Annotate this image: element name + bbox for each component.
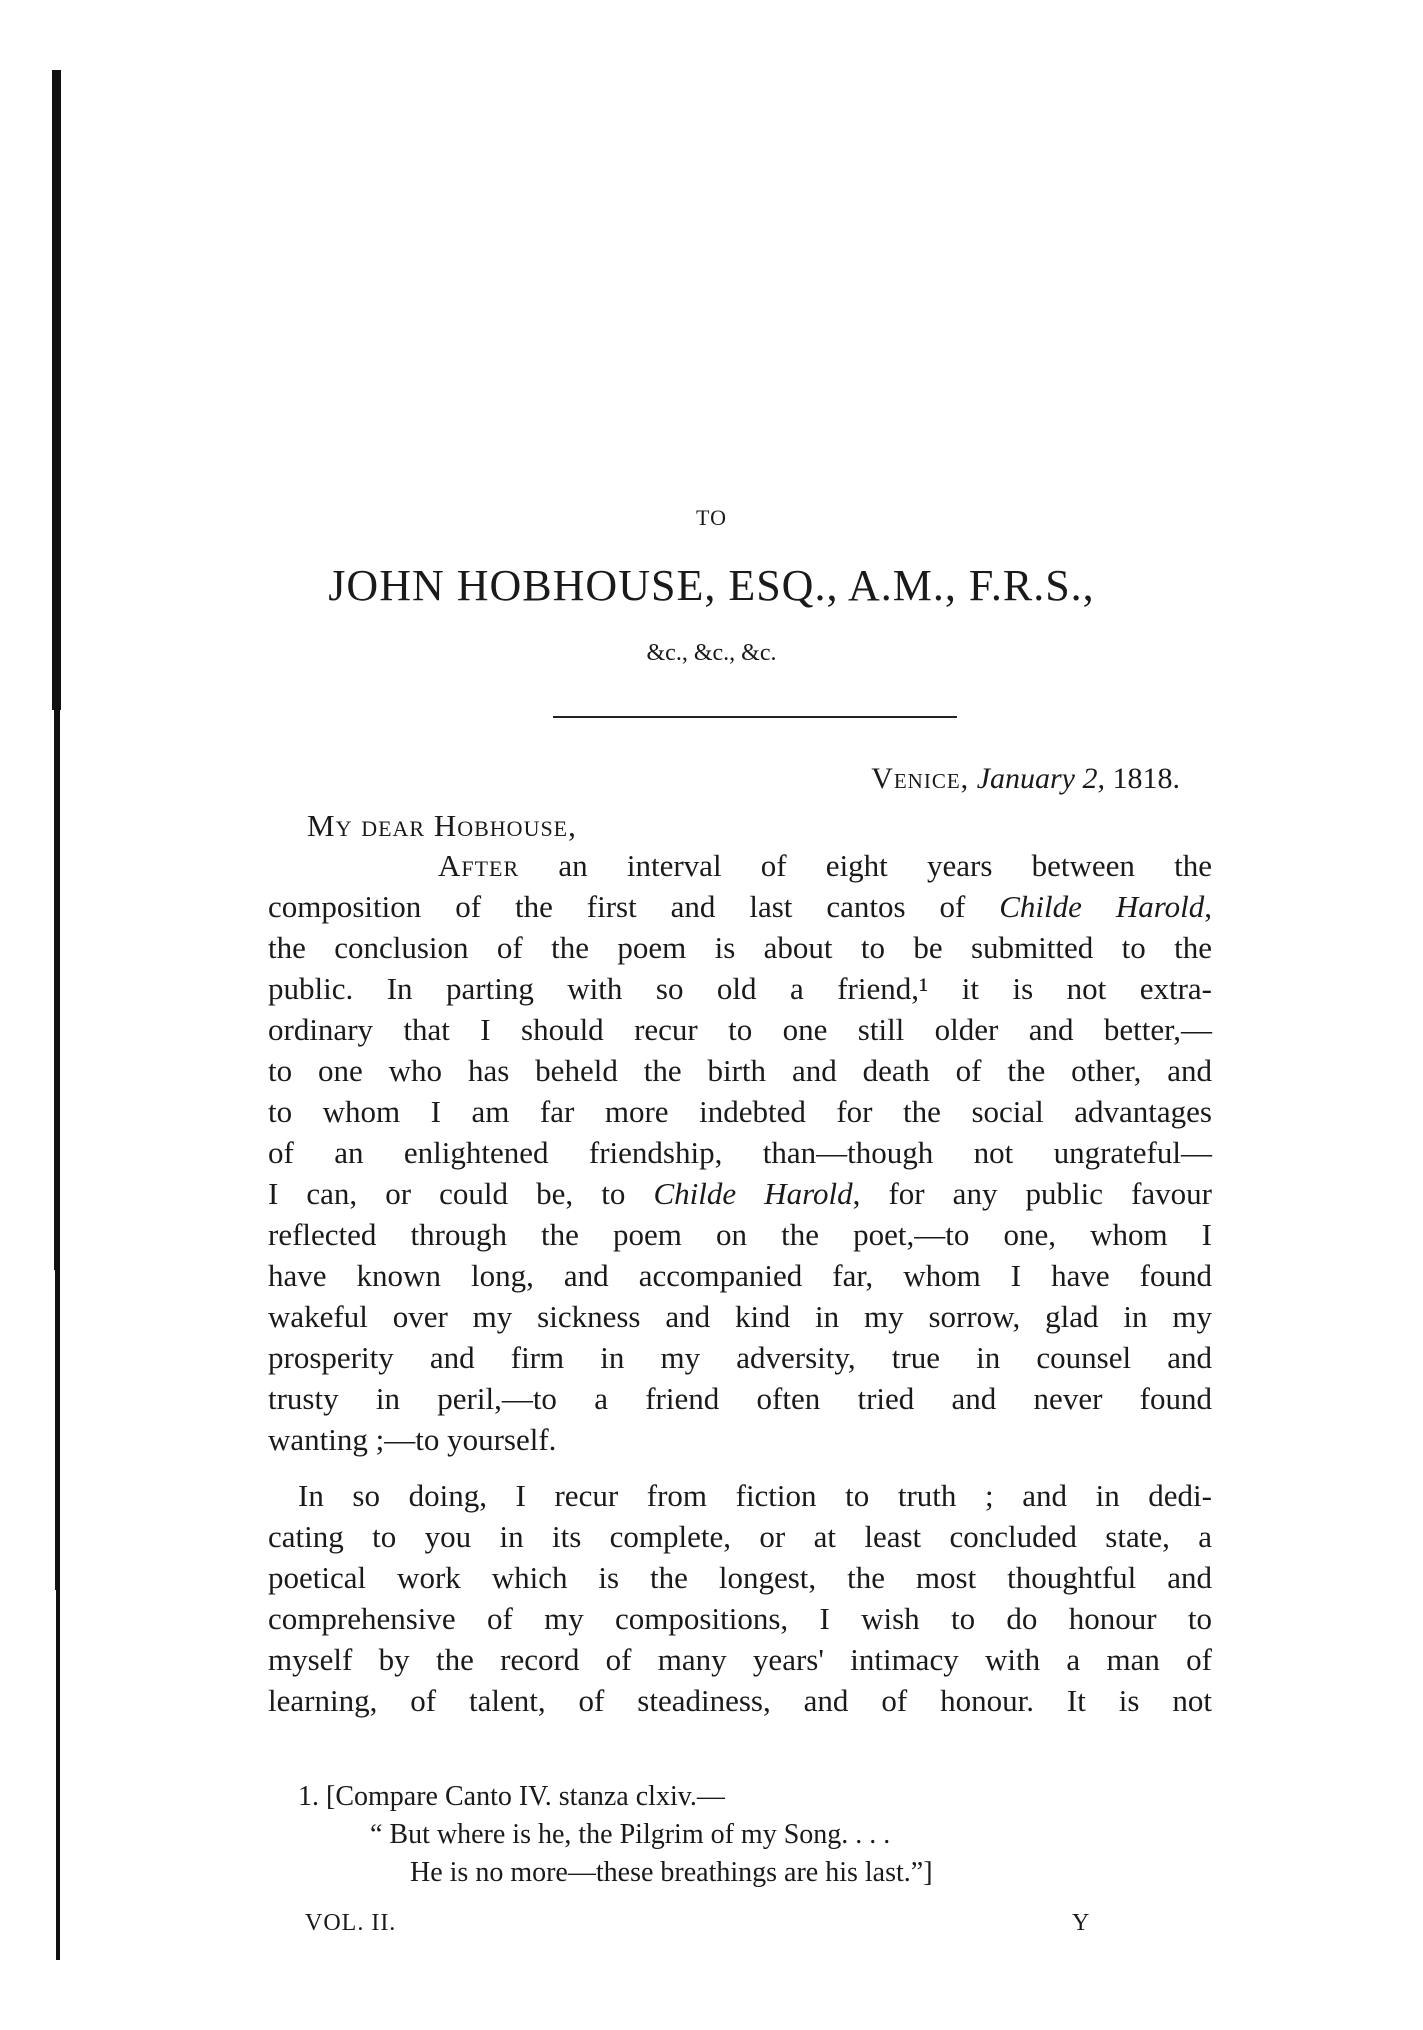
footnote-quote-line: He is no more—these breathings are his last.”] xyxy=(410,1857,933,1888)
lead-word: After xyxy=(438,848,520,883)
work-title: Childe Harold xyxy=(999,889,1205,924)
text-line: After an interval of eight years between the xyxy=(438,848,1212,883)
text-line: reflected through the poem on the poet,—to one, whom I xyxy=(268,1217,1212,1252)
text-line: trusty in peril,—to a friend often tried and never found xyxy=(268,1381,1212,1416)
salutation: My dear Hobhouse, xyxy=(307,808,577,843)
paragraph-2 xyxy=(268,1475,1212,1721)
dateline-place: Venice, xyxy=(871,762,970,795)
dedication-to: TO xyxy=(696,505,727,530)
text-line: I can, or could be, to Childe Harold, for any public favour xyxy=(268,1176,1213,1211)
page-edge-shadow xyxy=(56,1590,60,1960)
volume-signature: VOL. II. xyxy=(305,1910,397,1936)
text-line: wanting ;—to yourself. xyxy=(268,1422,557,1457)
dedication-recipient: JOHN HOBHOUSE, ESQ., A.M., F.R.S., xyxy=(328,561,1095,610)
text-line: ordinary that I should recur to one still older and better,— xyxy=(268,1012,1212,1047)
text-line: the conclusion of the poem is about to be submitted to the xyxy=(268,930,1212,965)
footnote-quote-line: “ But where is he, the Pilgrim of my Song. . . . xyxy=(370,1819,891,1850)
dateline-date: January 2, xyxy=(976,762,1105,795)
text-line: learning, of talent, of steadiness, and of honour. It is not xyxy=(268,1683,1212,1718)
signature-mark: Y xyxy=(1072,1910,1090,1936)
dedication-etc: &c., &c., &c. xyxy=(646,640,777,666)
text-line: to whom I am far more indebted for the social advantages xyxy=(268,1094,1212,1129)
dateline xyxy=(700,762,1180,796)
text-line: myself by the record of many years' intimacy with a man of xyxy=(268,1642,1212,1677)
text-line: prosperity and firm in my adversity, true in counsel and xyxy=(268,1340,1212,1375)
text-line: poetical work which is the longest, the most thoughtful and xyxy=(268,1560,1212,1595)
text-line: cating to you in its complete, or at least concluded state, a xyxy=(268,1519,1212,1554)
dateline-year: 1818. xyxy=(1112,762,1180,795)
text-line: In so doing, I recur from fiction to truth ; and in dedi- xyxy=(298,1478,1212,1513)
text-line: public. In parting with so old a friend,¹ it is not extra- xyxy=(268,971,1212,1006)
text-line: have known long, and accompanied far, whom I have found xyxy=(268,1258,1212,1293)
text-line: to one who has beheld the birth and death of the other, and xyxy=(268,1053,1212,1088)
text-line: of an enlightened friendship, than—though not ungrateful— xyxy=(268,1135,1212,1170)
page-edge-shadow xyxy=(54,710,60,1270)
text-line: composition of the first and last cantos of Childe Harold, xyxy=(268,889,1212,924)
text-line: wakeful over my sickness and kind in my sorrow, glad in my xyxy=(268,1299,1212,1334)
heading-rule xyxy=(553,716,957,718)
footnote-line: 1. [Compare Canto IV. stanza clxiv.— xyxy=(298,1781,725,1812)
page-edge-shadow xyxy=(55,1270,60,1590)
paragraph-1 xyxy=(268,845,1212,1460)
text-line: comprehensive of my compositions, I wish to do honour to xyxy=(268,1601,1212,1636)
page-edge-shadow xyxy=(52,70,61,710)
work-title: Childe Harold xyxy=(653,1176,853,1211)
